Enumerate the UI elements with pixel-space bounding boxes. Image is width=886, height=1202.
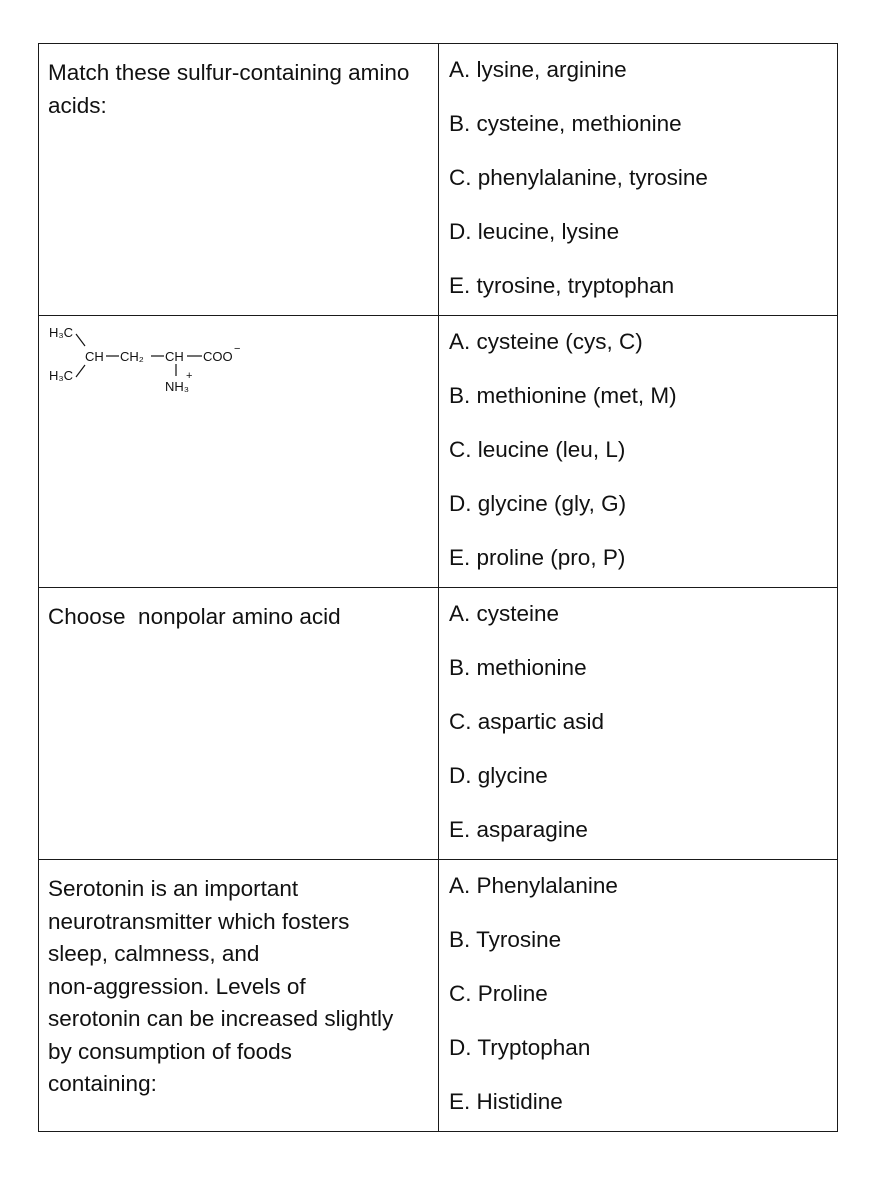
- question-row: [39, 860, 838, 1132]
- question-row: [39, 316, 838, 588]
- question-text: [39, 860, 438, 1101]
- structure-charge: −: [234, 343, 241, 355]
- option: A. cysteine: [449, 601, 560, 626]
- options-cell: [439, 316, 838, 588]
- question-text: Match these sulfur-containing amino acids:: [48, 60, 410, 118]
- option: A. cysteine (cys, C): [449, 329, 643, 354]
- bond-line: [76, 334, 85, 346]
- option: A. Phenylalanine: [449, 873, 618, 898]
- option: C. phenylalanine, tyrosine: [449, 165, 708, 190]
- option: E. tyrosine, tryptophan: [449, 273, 675, 298]
- question-line: sleep, calmness, and: [48, 941, 260, 966]
- option: B. cysteine, methionine: [449, 111, 682, 136]
- question-line: by consumption of foods: [48, 1038, 292, 1064]
- structure-label: H₃C: [49, 325, 74, 340]
- bond-line: [76, 365, 85, 377]
- question-cell: [39, 588, 439, 860]
- structure-label: CH: [85, 349, 104, 364]
- option: C. leucine (leu, L): [449, 437, 626, 462]
- structure-charge: +: [186, 370, 193, 382]
- structure-label: CH: [165, 349, 184, 364]
- option: D. leucine, lysine: [449, 219, 620, 244]
- quiz-table: [38, 43, 838, 1132]
- option: E. proline (pro, P): [449, 545, 626, 570]
- question-line: serotonin can be increased slightly: [48, 1006, 394, 1031]
- structure-label: H₃C: [49, 368, 74, 383]
- options-list: [439, 588, 837, 859]
- question-line: containing:: [48, 1071, 157, 1096]
- option: D. glycine (gly, G): [449, 491, 627, 516]
- question-line: Serotonin is an important: [48, 876, 299, 901]
- question-cell: [39, 44, 439, 316]
- structure-label: NH₃: [165, 379, 190, 394]
- option: C. Proline: [449, 981, 548, 1006]
- question-text: Choose nonpolar amino acid: [48, 604, 341, 629]
- question-row: [39, 44, 838, 316]
- structure-label: CH₂: [120, 349, 144, 364]
- options-list: [439, 316, 837, 587]
- question-row: [39, 588, 838, 860]
- option: B. methionine: [449, 655, 587, 680]
- option: B. methionine (met, M): [449, 383, 677, 408]
- option: A. lysine, arginine: [449, 57, 627, 82]
- question-line: non-aggression. Levels of: [48, 973, 306, 999]
- option: D. glycine: [449, 763, 548, 788]
- chemical-structure-diagram: [47, 324, 297, 404]
- option: E. Histidine: [449, 1089, 563, 1114]
- options-cell: [439, 860, 838, 1132]
- option: E. asparagine: [449, 817, 588, 842]
- option: D. Tryptophan: [449, 1035, 591, 1060]
- structure-label: COO: [203, 349, 233, 364]
- options-list: [439, 44, 837, 315]
- options-cell: [439, 44, 838, 316]
- option: C. aspartic asid: [449, 709, 605, 734]
- options-cell: [439, 588, 838, 860]
- question-cell: [39, 860, 439, 1132]
- question-line: neurotransmitter which fosters: [48, 908, 350, 934]
- leucine-structure: [39, 316, 438, 404]
- option: B. Tyrosine: [449, 927, 562, 952]
- question-cell: [39, 316, 439, 588]
- options-list: [439, 860, 837, 1131]
